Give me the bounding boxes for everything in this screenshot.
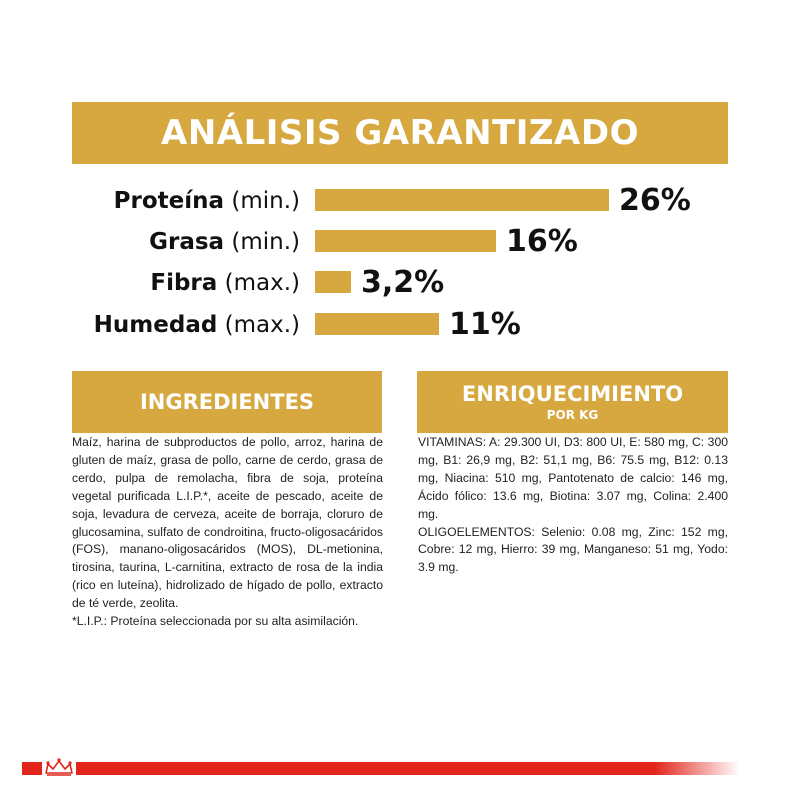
ingredients-body xyxy=(72,434,383,631)
metric-label xyxy=(150,263,300,303)
metric-row-fibra xyxy=(0,263,800,303)
metric-bar-fill xyxy=(315,271,351,293)
metric-qualifier: (max.) xyxy=(224,312,300,338)
metric-bar xyxy=(315,189,609,211)
metric-name: Fibra xyxy=(150,270,218,296)
crown-icon xyxy=(42,757,76,777)
title-banner xyxy=(72,102,728,164)
metric-row-humedad xyxy=(0,305,800,345)
enrichment-body xyxy=(418,434,728,577)
metric-bar-fill xyxy=(315,313,439,335)
metric-qualifier: (max.) xyxy=(224,270,300,296)
vitamins-text: VITAMINAS: A: 29.300 UI, D3: 800 UI, E: 580 mg, C: 300 mg, B1: 26,9 mg, B2: 51,1 mg, B6: 75.5 mg, B12: 0.13 mg, Niacina: 510 mg, Pantotenato de calcio: 146 mg, Ácido fólico: 13.6 mg, Biotina: 3.07 mg, Colina: 2.400 mg. xyxy=(418,435,728,521)
ingredients-footnote: *L.I.P.: Proteína seleccionada por su alta asimilación. xyxy=(72,614,359,629)
enrichment-header xyxy=(417,371,728,433)
metric-qualifier: (min.) xyxy=(231,188,300,214)
ingredients-text: Maíz, harina de subproductos de pollo, arroz, harina de gluten de maíz, grasa de pollo, carne de cerdo, grasa de cerdo, pulpa de remolacha, fibra de soja, proteína vegetal purificada L.I.P.*, aceite de pescado, aceite de soja, levadura de cerveza, aceite de borraja, cloruro de glucosamina, sulfato de condroitina, fructo-oligosacáridos (FOS), manano-oligosacáridos (MOS), DL-metionina, tirosina, taurina, L-carnitina, extracto de rosa de la india (rico en luteína), hidrolizado de hígado de pollo, extracto de té verde, zeolita. xyxy=(72,435,383,611)
metric-bar xyxy=(315,271,609,293)
metric-label xyxy=(94,305,300,345)
ingredients-header xyxy=(72,371,382,433)
metric-value: 3,2% xyxy=(361,265,445,300)
metric-row-grasa xyxy=(0,222,800,262)
ingredients-title: INGREDIENTES xyxy=(139,390,315,414)
metric-row-proteina xyxy=(0,181,800,221)
metric-label xyxy=(149,222,300,262)
metric-bar-fill xyxy=(315,230,496,252)
metric-name: Proteína xyxy=(113,188,225,214)
trace-elements-text: OLIGOELEMENTOS: Selenio: 0.08 mg, Zinc: 152 mg, Cobre: 12 mg, Hierro: 39 mg, Manganeso: 51 mg, Yodo: 3.9 mg. xyxy=(418,524,728,575)
metric-value: 16% xyxy=(506,224,578,259)
metric-name: Grasa xyxy=(149,229,225,255)
metric-qualifier: (min.) xyxy=(231,229,300,255)
metric-name: Humedad xyxy=(93,312,218,338)
metric-label xyxy=(114,181,300,221)
footer-brand-line xyxy=(22,762,740,775)
page-title: ANÁLISIS GARANTIZADO xyxy=(161,113,639,153)
metric-value: 11% xyxy=(449,307,521,342)
enrichment-subtitle: POR KG xyxy=(546,408,599,422)
metric-value: 26% xyxy=(619,183,691,218)
enrichment-title: ENRIQUECIMIENTO xyxy=(461,382,684,406)
metric-bar-fill xyxy=(315,189,609,211)
